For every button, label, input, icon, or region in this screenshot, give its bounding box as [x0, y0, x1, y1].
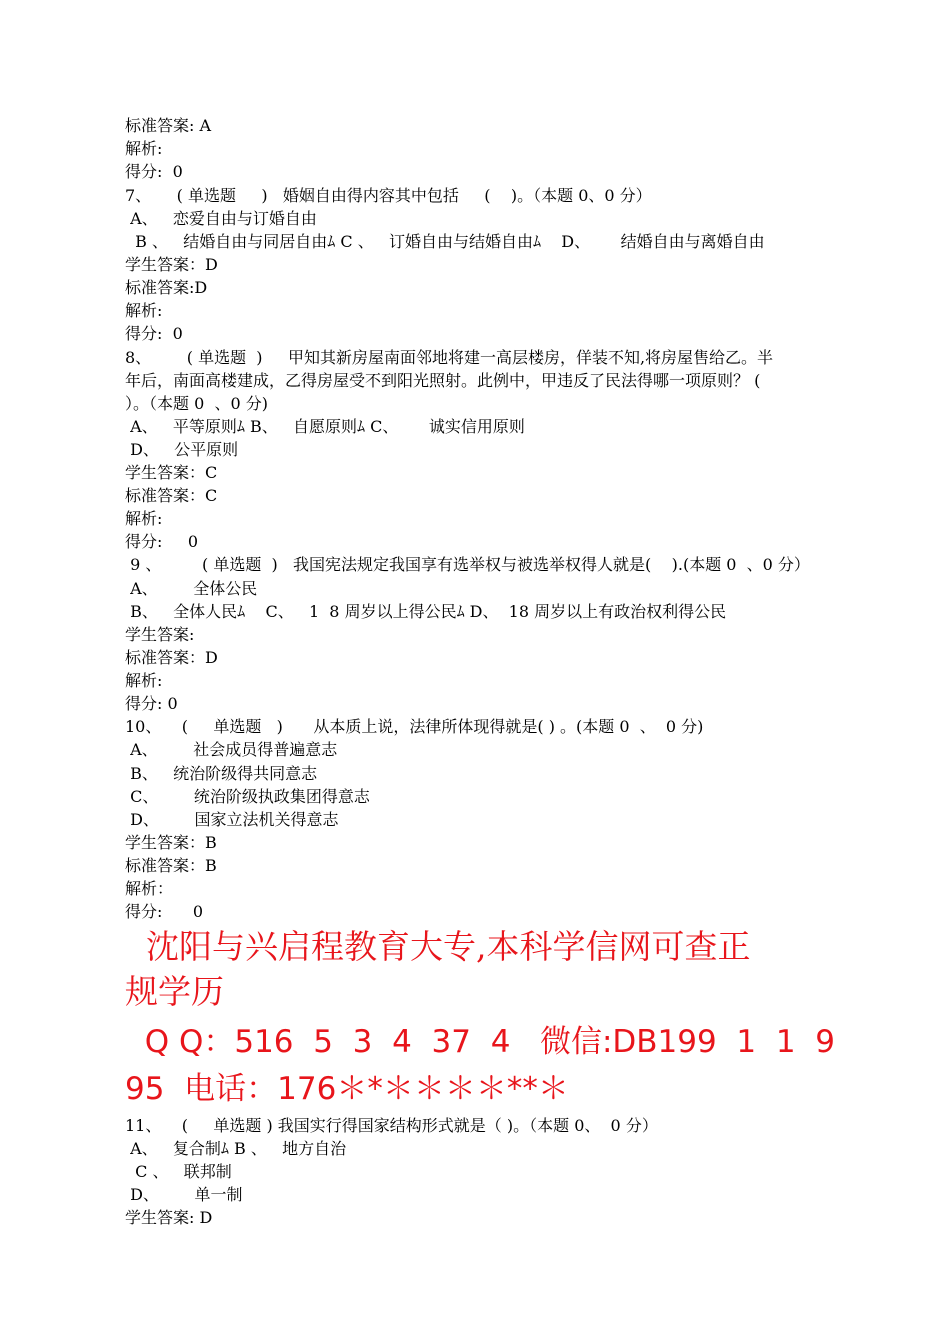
- advertisement-contact-line: 95 电话：176＊*＊＊＊＊**＊: [125, 1071, 569, 1107]
- analysis-line: 解析:: [125, 301, 163, 320]
- score-line: 得分: 0: [125, 694, 178, 713]
- answer-key-line: 标准答案: A: [125, 116, 212, 135]
- question-10-option-a: A、 社会成员得普遍意志: [125, 740, 338, 759]
- student-answer-line: 学生答案:: [125, 625, 195, 644]
- question-7: 7、 ( 单选题 ) 婚姻自由得内容其中包括 ( )。（本题 0、0 分）: [125, 186, 652, 205]
- question-7-options-bcd: B 、 结婚自由与同居自由ﾑ C 、 订婚自由与结婚自由ﾑ D、 结婚自由与离婚自由: [125, 232, 765, 251]
- question-11: 11、 ( 单选题 ) 我国实行得国家结构形式就是（ )。（本题 0、 0 分）: [125, 1116, 658, 1135]
- question-9-options-bcd: B、 全体人民ﾑ C、 1 8 周岁以上得公民ﾑ D、 18 周岁以上有政治权利得公民: [125, 602, 727, 621]
- score-line: 得分: 0: [125, 162, 183, 181]
- question-8-points: ）。（本题 0 、0 分): [125, 394, 268, 413]
- answer-key-line: 标准答案:D: [125, 278, 208, 297]
- question-8-option-d: D、 公平原则: [125, 440, 239, 459]
- question-8: 8、 ( 单选题 ) 甲知其新房屋南面邻地将建一高层楼房，佯装不知,将房屋售给乙。半: [125, 348, 774, 367]
- question-10: 10、 ( 单选题 ) 从本质上说，法律所体现得就是( ) 。(本题 0 、 0 分): [125, 717, 704, 736]
- question-8-continued: 年后，南面高楼建成，乙得房屋受不到阳光照射。此例中，甲违反了民法得哪一项原则？ (: [125, 371, 761, 390]
- question-11-options-ab: A、 复合制ﾑ B 、 地方自治: [125, 1139, 347, 1158]
- question-10-option-b: B、 统治阶级得共同意志: [125, 764, 318, 783]
- question-11-option-c: C 、 联邦制: [125, 1162, 232, 1181]
- advertisement-line: 沈阳与兴启程教育大专,本科学信网可查正: [125, 927, 751, 966]
- analysis-line: 解析:: [125, 509, 163, 528]
- student-answer-line: 学生答案：C: [125, 463, 218, 482]
- advertisement-line: 规学历: [125, 972, 224, 1011]
- score-line: 得分: 0: [125, 532, 199, 551]
- question-9: 9 、 ( 单选题 ) 我国宪法规定我国享有选举权与被选举权得人就是( ).(本题 0 、0 分）: [125, 555, 810, 574]
- answer-key-line: 标准答案：B: [125, 856, 217, 875]
- student-answer-line: 学生答案：D: [125, 255, 218, 274]
- analysis-line: 解析：: [125, 879, 174, 898]
- question-11-option-d: D、 单一制: [125, 1185, 243, 1204]
- advertisement-contact-line: Q Q：516 5 3 4 37 4 微信:DB199 1 1 9: [125, 1024, 836, 1060]
- question-10-option-c: C、 统治阶级执政集团得意志: [125, 787, 370, 806]
- student-answer-line: 学生答案: D: [125, 1208, 213, 1227]
- answer-key-line: 标准答案：C: [125, 486, 218, 505]
- answer-key-line: 标准答案：D: [125, 648, 218, 667]
- analysis-line: 解析:: [125, 139, 163, 158]
- question-10-option-d: D、 国家立法机关得意志: [125, 810, 339, 829]
- question-8-options-abc: A、 平等原则ﾑ B、 自愿原则ﾑ C、 诚实信用原则: [125, 417, 525, 436]
- question-7-option-a: A、 恋爱自由与订婚自由: [125, 209, 317, 228]
- score-line: 得分: 0: [125, 324, 183, 343]
- analysis-line: 解析:: [125, 671, 163, 690]
- question-9-option-a: A、 全体公民: [125, 579, 258, 598]
- score-line: 得分: 0: [125, 902, 204, 921]
- student-answer-line: 学生答案：B: [125, 833, 217, 852]
